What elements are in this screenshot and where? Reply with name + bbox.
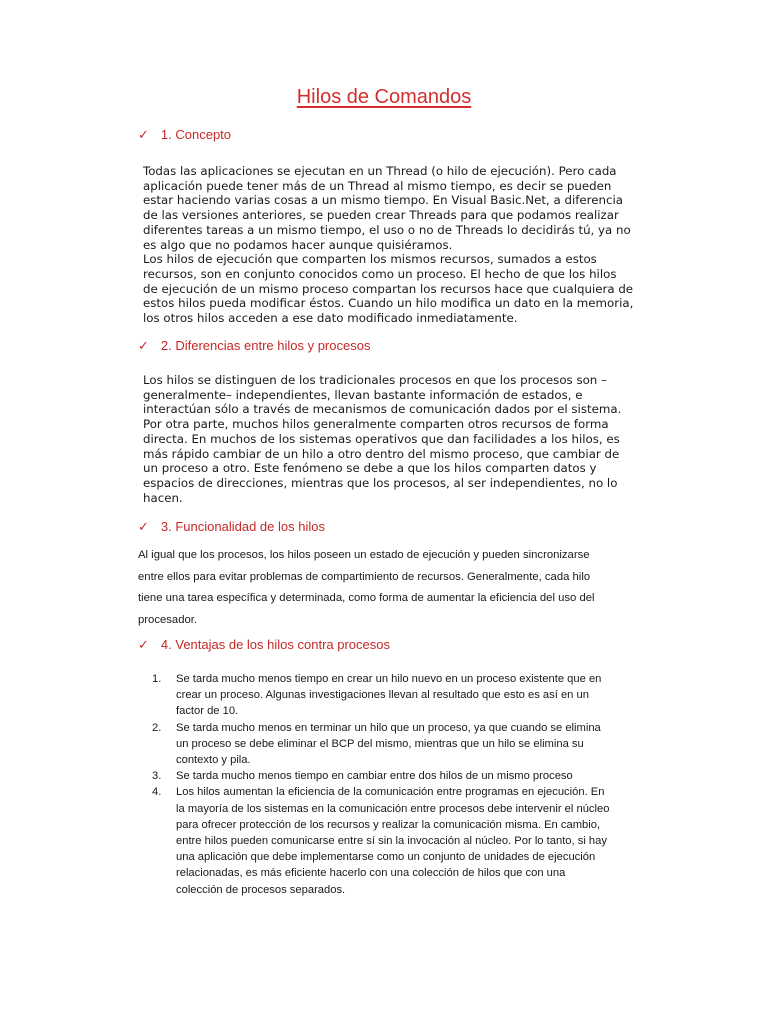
list-item bbox=[152, 671, 652, 720]
checkmark-icon: ✓ bbox=[138, 127, 149, 142]
list-item-text: Se tarda mucho menos en terminar un hilo que un proceso, ya que cuando se elimina un proceso se debe eliminar el BCP del mismo, mientras que un hilo se elimina su contexto y pila. bbox=[176, 721, 601, 767]
checkmark-icon: ✓ bbox=[138, 338, 149, 353]
section-paragraph-concepto: Todas las aplicaciones se ejecutan en un Thread (o hilo de ejecución). Pero cada aplicación puede tener más de un Thread al mismo tiempo, es decir se pueden estar haciendo varias cosas a un mismo tiempo. En Visual Basic.Net, a diferencia de las versiones anteriores, se pueden crear Threads para que podamos realizar diferentes tareas a un mismo tiempo, el uso o no de Threads lo decidirás tú, ya no es algo que no podamos hacer aunque quisiéramos. Los hilos de ejecución que comparten los mismos recursos, sumados a estos recursos, son en conjunto conocidos como un proceso. El hecho de que los hilos de ejecución de un mismo proceso compartan los recursos hace que cualquiera de estos hilos pueda modificar éstos. Cuando un hilo modifica un dato en la memoria, los otros hilos acceden a ese dato modificado inmediatamente. bbox=[143, 164, 634, 326]
section-heading-concepto bbox=[138, 127, 231, 143]
section-heading-diferencias bbox=[138, 338, 370, 354]
list-item bbox=[152, 768, 652, 784]
advantages-list bbox=[152, 671, 652, 898]
list-item-number: 1. bbox=[152, 673, 162, 685]
section-heading-text: 3. Funcionalidad de los hilos bbox=[160, 519, 325, 534]
list-item-number: 4. bbox=[152, 786, 162, 799]
section-heading-text: 4. Ventajas de los hilos contra procesos bbox=[160, 637, 390, 652]
list-item-text: Se tarda mucho menos tiempo en cambiar entre dos hilos de un mismo proceso bbox=[176, 770, 573, 783]
section-heading-funcionalidad bbox=[138, 519, 325, 535]
list-item-text: Se tarda mucho menos tiempo en crear un hilo nuevo en un proceso existente que en crear un proceso. Algunas investigaciones llevan al resultado que esto es así en un factor de 10. bbox=[176, 673, 602, 718]
section-paragraph-diferencias: Los hilos se distinguen de los tradicionales procesos en que los procesos son – generalmente– independientes, llevan bastante información de estados, e interactúan sólo a través de mecanismos de comunicación dados por el sistema. Por otra parte, muchos hilos generalmente comparten otros recursos de forma directa. En muchos de los sistemas operativos que dan facilidades a los hilos, es más rápido cambiar de un hilo a otro dentro del mismo proceso, que cambiar de un proceso a otro. Este fenómeno se debe a que los hilos comparten datos y espacios de direcciones, mientras que los procesos, al ser independientes, no lo hacen. bbox=[143, 373, 622, 505]
section-heading-ventajas bbox=[138, 637, 390, 653]
checkmark-icon: ✓ bbox=[138, 519, 149, 534]
list-item bbox=[152, 784, 652, 897]
section-heading-text: 2. Diferencias entre hilos y procesos bbox=[160, 338, 371, 353]
checkmark-icon: ✓ bbox=[138, 637, 149, 652]
list-item-text: Los hilos aumentan la eficiencia de la comunicación entre programas en ejecución. En la mayoría de los sistemas en la comunicación entre procesos debe intervenir el núcleo para ofrecer protección de los recursos y realizar la comunicación misma. En cambio, entre hilos pueden comunicarse entre sí sin la invocación al núcleo. Por lo tanto, si hay una aplicación que debe implementarse como un conjunto de unidades de ejecución relacionadas, es más eficiente hacerlo con una colección de hilos que con una colección de procesos separados. bbox=[176, 786, 610, 896]
section-paragraph-funcionalidad: Al igual que los procesos, los hilos poseen un estado de ejecución y pueden sincronizarse entre ellos para evitar problemas de compartimiento de recursos. Generalmente, cada hilo tiene una tarea específica y determinada, como forma de aumentar la eficiencia del uso del procesador. bbox=[138, 549, 595, 626]
section-heading-text: 1. Concepto bbox=[160, 127, 232, 142]
list-item-number: 2. bbox=[152, 721, 162, 734]
document-title bbox=[0, 86, 768, 109]
list-item bbox=[152, 720, 652, 769]
list-item-number: 3. bbox=[152, 770, 162, 783]
title-text: Hilos de Comandos bbox=[296, 86, 472, 108]
